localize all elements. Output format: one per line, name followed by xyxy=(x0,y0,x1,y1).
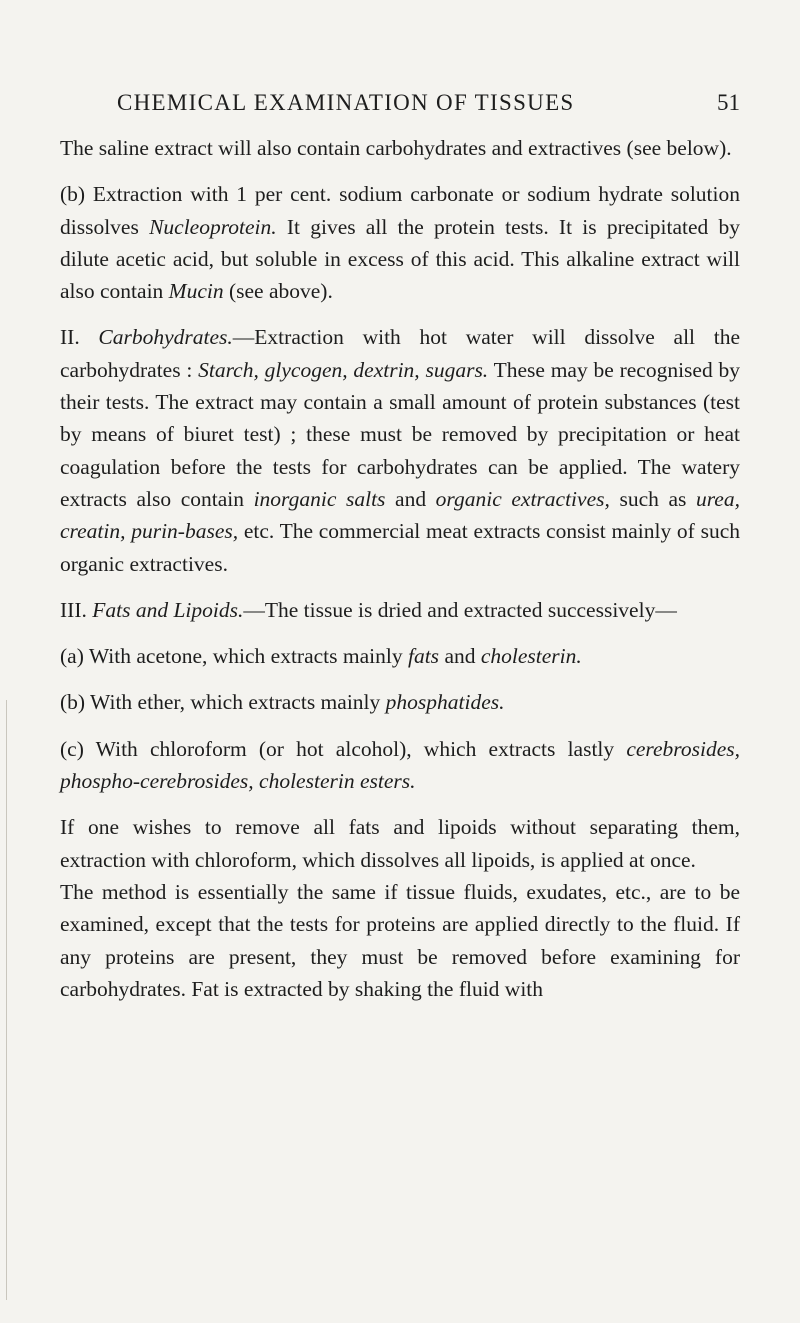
paragraph-ether: (b) With ether, which extracts mainly phosphatides. xyxy=(60,690,505,715)
section-heading-carbohydrates: Carbohydrates. xyxy=(98,325,233,350)
paragraph-acetone: (a) With acetone, which extracts mainly fats and cholesterin. xyxy=(60,644,582,669)
paragraph-chloroform: (c) With chloroform (or hot alcohol), which extracts lastly cerebrosides, phospho-cerebrosides, cholesterin esters. xyxy=(60,736,740,794)
paragraph-tissue-fluids: The method is essentially the same if tissue fluids, exudates, etc., are to be examined, except that the tests for proteins are applied directly to the fluid. If any proteins are present, they must be removed before examining for carbohydrates. Fat is extracted by shaking the fluid with xyxy=(60,879,740,1001)
paragraph-sodium-carbonate: (b) Extraction with 1 per cent. sodium carbonate or sodium hydrate solution dissolves Nucleoprotein. It gives all the protein tests. It is precipitated by dilute acetic acid, but soluble in excess of this acid. This alkaline extract will also contain Mucin (see above). xyxy=(60,182,741,304)
running-head xyxy=(60,90,740,124)
page-edge-shadow xyxy=(6,700,7,1300)
paragraph-saline-extract: The saline extract will also contain carbohydrates and extractives (see below). xyxy=(60,136,732,160)
paragraph-carbohydrates: II. Carbohydrates.—Extraction with hot water will dissolve all the carbohydrates : Starch, glycogen, dextrin, sugars. These may be recognised by their tests. The extract may contain a small amount of protein substances (test by means of biuret test) ; these must be removed by precipitation or heat coagulation before the tests for carbohydrates can be applied. The watery extracts also contain inorganic salts and organic extractives, such as urea, creatin, purin-bases, etc. The commercial meat extracts consist mainly of such organic extractives. xyxy=(60,325,741,576)
paragraph-fats-lipoids: III. Fats and Lipoids.—The tissue is dried and extracted successively— xyxy=(60,597,677,622)
page-number: 51 xyxy=(717,90,740,115)
book-page xyxy=(60,90,740,1005)
paragraph-remove-fats: If one wishes to remove all fats and lipoids without separating them, extraction with chloroform, which dissolves all lipoids, is applied at once. xyxy=(60,815,740,872)
running-title: CHEMICAL EXAMINATION OF TISSUES xyxy=(117,90,575,115)
section-heading-fats-lipoids: Fats and Lipoids. xyxy=(92,597,244,622)
